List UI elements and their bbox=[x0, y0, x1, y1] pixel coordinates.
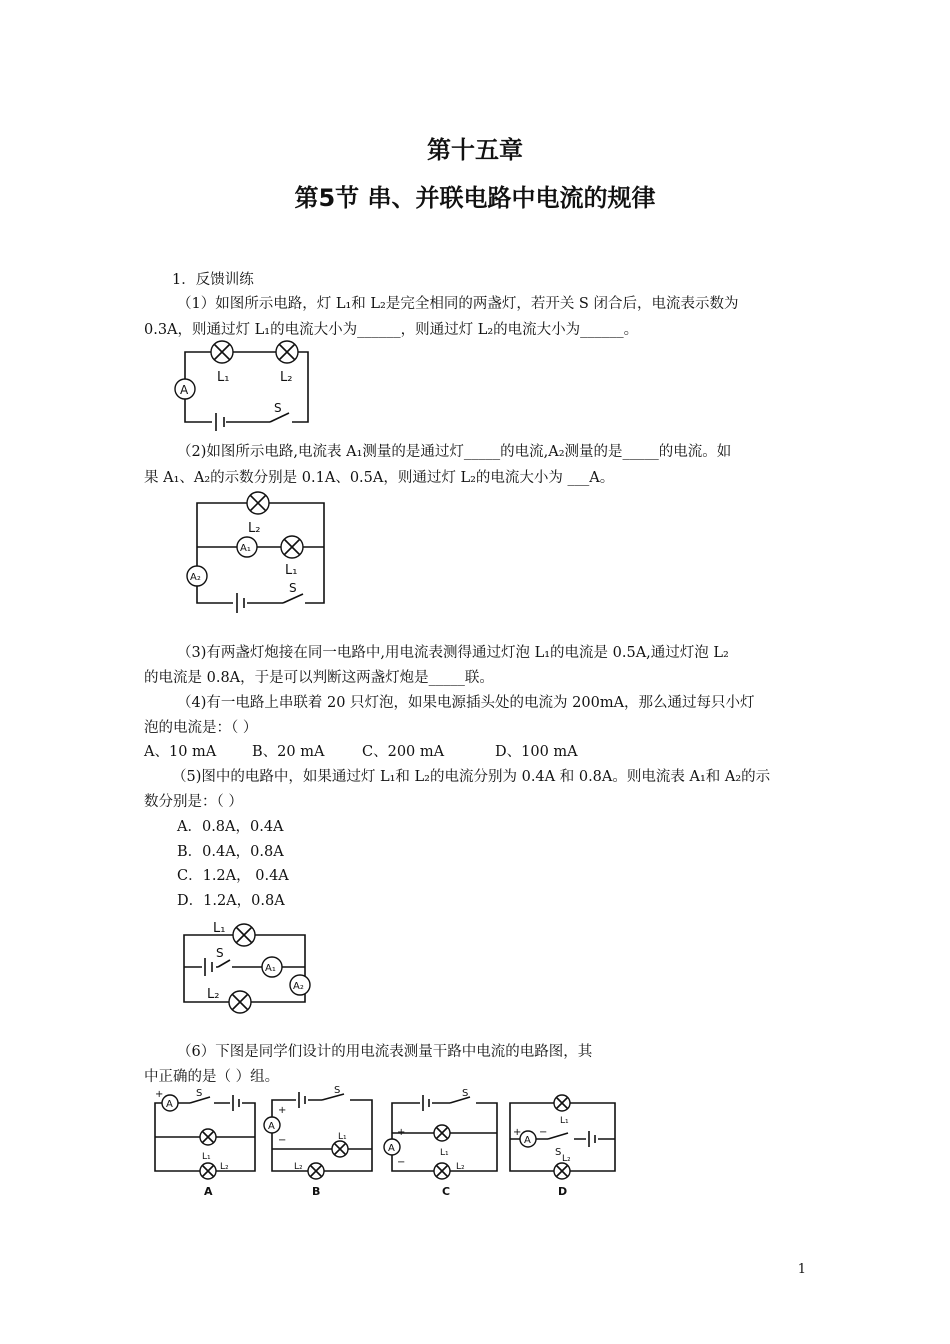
q2-line1: （2)如图所示电路,电流表 A₁测量的是通过灯_____的电流,A₂测量的是_____的电流。如 bbox=[177, 444, 732, 460]
q5-l2-label: L₂ bbox=[207, 987, 220, 1002]
q2-l2-label: L₂ bbox=[248, 521, 261, 536]
q1-line2: 0.3A，则通过灯 L₁的电流大小为______，则通过灯 L₂的电流大小为______。 bbox=[144, 322, 639, 338]
q6-c-l2-label: L₂ bbox=[456, 1162, 465, 1172]
q6-a-l2-label: L₂ bbox=[220, 1162, 229, 1172]
q4-option-c: C、200 mA bbox=[362, 744, 445, 760]
q6-b-plus-label: + bbox=[278, 1105, 287, 1116]
q5-switch-label: S bbox=[216, 946, 224, 960]
q6-b-l2-label: L₂ bbox=[294, 1162, 303, 1172]
q5-line2: 数分别是：（ ） bbox=[144, 794, 243, 810]
q6-c-plus-label: + bbox=[397, 1127, 406, 1138]
q6-circuit-d bbox=[510, 1095, 615, 1198]
q2-switch-label: S bbox=[289, 581, 297, 595]
q5-option-b: B．0.4A，0.8A bbox=[177, 844, 284, 860]
q6-d-switch-label: S bbox=[555, 1147, 562, 1158]
q6-label-d: D bbox=[558, 1185, 568, 1198]
q5-line1: （5)图中的电路中，如果通过灯 L₁和 L₂的电流分别为 0.4A 和 0.8A。则电流表 A₁和 A₂的示 bbox=[172, 769, 771, 785]
q6-line2: 中正确的是（ ）组。 bbox=[144, 1069, 280, 1085]
q6-label-b: B bbox=[312, 1185, 321, 1198]
q6-c-switch-label: S bbox=[462, 1088, 469, 1099]
q2-line2: 果 A₁、A₂的示数分别是 0.1A、0.5A，则通过灯 L₂的电流大小为 ___A。 bbox=[144, 470, 615, 486]
q6-a-l1-label: L₁ bbox=[202, 1152, 211, 1162]
q1-circuit-diagram bbox=[172, 340, 302, 425]
q5-a2-label: A₂ bbox=[293, 981, 304, 992]
q6-label-a: A bbox=[204, 1185, 213, 1198]
q2-a1-label: A₁ bbox=[240, 543, 251, 554]
q1-l1-label: L₁ bbox=[217, 370, 230, 385]
q6-d-minus-label: − bbox=[539, 1127, 548, 1138]
q5-circuit-diagram bbox=[182, 915, 322, 1010]
page-number: 1 bbox=[797, 1262, 806, 1277]
q4-option-b: B、20 mA bbox=[252, 744, 325, 760]
q1-switch-label: S bbox=[274, 401, 282, 415]
q5-option-c: C．1.2A， 0.4A bbox=[177, 868, 289, 884]
q4-option-a: A、10 mA bbox=[144, 744, 217, 760]
q6-a-switch-label: S bbox=[196, 1088, 203, 1099]
q6-a-plus-label: + bbox=[155, 1089, 164, 1100]
q1-l2-label: L₂ bbox=[280, 370, 293, 385]
q3-line2: 的电流是 0.8A，于是可以判断这两盏灯炮是_____联。 bbox=[144, 670, 494, 686]
q6-circuit-diagrams bbox=[150, 1085, 620, 1200]
q5-option-d: D．1.2A，0.8A bbox=[177, 893, 285, 909]
q5-option-a: A．0.8A，0.4A bbox=[177, 819, 284, 835]
q6-d-ammeter-label: A bbox=[524, 1135, 531, 1146]
q6-b-ammeter-label: A bbox=[268, 1121, 275, 1132]
q2-a2-label: A₂ bbox=[190, 572, 201, 583]
q3-line1: （3)有两盏灯炮接在同一电路中,用电流表测得通过灯泡 L₁的电流是 0.5A,通过灯泡 L₂ bbox=[177, 645, 729, 661]
q4-line2: 泡的电流是：（ ） bbox=[144, 720, 258, 736]
q1-line1: （1）如图所示电路，灯 L₁和 L₂是完全相同的两盏灯，若开关 S 闭合后，电流表示数为 bbox=[177, 296, 739, 312]
q6-b-switch-label: S bbox=[334, 1085, 341, 1096]
q5-l1-label: L₁ bbox=[213, 921, 226, 936]
q6-c-l1-label: L₁ bbox=[440, 1148, 449, 1158]
q6-b-minus-label: − bbox=[278, 1135, 287, 1146]
q6-circuit-c bbox=[384, 1088, 497, 1198]
exercise-heading: 1．反馈训练 bbox=[172, 272, 254, 288]
q5-a1-label: A₁ bbox=[265, 963, 276, 974]
q6-circuit-a bbox=[155, 1088, 255, 1198]
q6-d-l2-label: L₂ bbox=[562, 1154, 571, 1164]
q2-circuit-diagram bbox=[185, 490, 325, 605]
q4-option-d: D、100 mA bbox=[495, 744, 578, 760]
q6-d-l1-label: L₁ bbox=[560, 1116, 569, 1126]
q2-l1-label: L₁ bbox=[285, 563, 298, 578]
q6-line1: （6）下图是同学们设计的用电流表测量干路中电流的电路图，其 bbox=[177, 1044, 593, 1060]
q4-line1: （4)有一电路上串联着 20 只灯泡，如果电源插头处的电流为 200mA，那么通过每只小灯 bbox=[177, 695, 755, 711]
chapter-title: 第十五章 bbox=[427, 136, 523, 164]
q6-a-ammeter-label: A bbox=[166, 1099, 173, 1110]
q6-label-c: C bbox=[442, 1185, 451, 1198]
q6-d-plus-label: + bbox=[513, 1127, 522, 1138]
section-title: 第5节 串、并联电路中电流的规律 bbox=[294, 184, 656, 212]
q6-circuit-b bbox=[264, 1085, 372, 1198]
q6-c-ammeter-label: A bbox=[388, 1143, 395, 1154]
q6-c-minus-label: − bbox=[397, 1157, 406, 1168]
q1-ammeter-label: A bbox=[180, 383, 189, 397]
q6-b-l1-label: L₁ bbox=[338, 1132, 347, 1142]
